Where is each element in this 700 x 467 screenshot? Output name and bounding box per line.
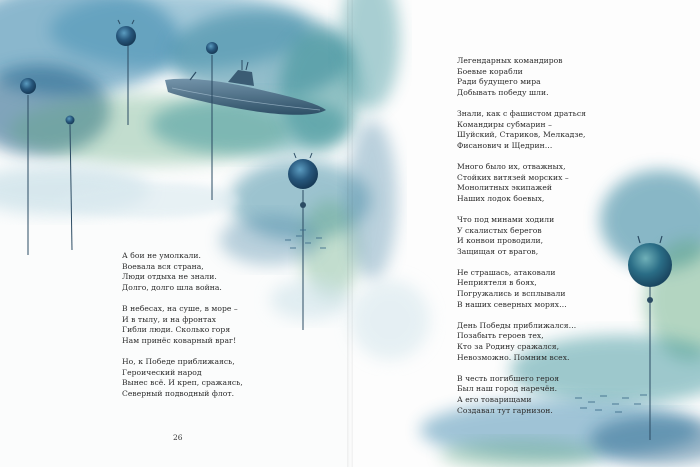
poem-line: Боевые корабли — [457, 66, 523, 76]
poem-line: Монолитных экипажей — [457, 183, 553, 193]
poem-line: Вынес всё. И креп, сражаясь, — [122, 378, 243, 388]
poem-line: В честь погибшего героя — [457, 373, 560, 383]
poem-line: Что под минами ходили — [457, 214, 555, 224]
poem-line: Но, к Победе приближаясь, — [122, 356, 235, 366]
poem-line: Гибли люди. Сколько горя — [122, 325, 231, 335]
poem-line: У скалистых берегов — [457, 225, 542, 235]
poem-line: И в тылу, и на фронтах — [122, 314, 217, 324]
left-stanza-1 — [122, 251, 243, 293]
poem-line: И конвои проводили, — [457, 236, 544, 246]
poem-line: Фисанович и Щедрин… — [457, 140, 553, 150]
left-poem — [122, 251, 243, 410]
right-stanza-3 — [457, 162, 586, 204]
right-stanza-7 — [457, 374, 586, 416]
right-stanza-2 — [457, 109, 586, 151]
poem-line: В небесах, на суше, в море – — [122, 303, 238, 313]
page-number: 26 — [173, 433, 183, 442]
poem-line: Люди отдыха не знали. — [122, 272, 217, 282]
poem-line: Был наш город наречён. — [457, 384, 558, 394]
poem-line: Стойких витязей морских – — [457, 172, 569, 182]
right-stanza-5 — [457, 268, 586, 310]
poem-line: Позабыть героев тех, — [457, 331, 544, 341]
poem-line: Ради будущего мира — [457, 77, 541, 87]
poem-line: В наших северных морях… — [457, 299, 567, 309]
poem-line: Погружались и всплывали — [457, 289, 566, 299]
poem-line: Северный подводный флот. — [122, 388, 235, 398]
right-stanza-4 — [457, 215, 586, 257]
poem-line: Героический народ — [122, 367, 202, 377]
poem-line: Наших лодок боевых, — [457, 193, 545, 203]
poem-line: Много было их, отважных, — [457, 161, 566, 171]
poem-line: Долго, долго шла война. — [122, 282, 222, 292]
poem-line: А его товарищами — [457, 395, 532, 404]
poem-line: Неприятеля в боях, — [457, 278, 537, 288]
book-gutter — [347, 0, 353, 467]
poem-line: Воевала вся страна, — [122, 261, 204, 271]
poem-line: Кто за Родину сражался, — [457, 342, 560, 352]
poem-line: Шуйский, Стариков, Мелкадзе, — [457, 130, 586, 140]
poem-line: А бои не умолкали. — [122, 251, 201, 260]
left-stanza-3 — [122, 357, 243, 399]
right-poem — [457, 56, 586, 427]
poem-line: Добывать победу шли. — [457, 87, 549, 97]
poem-line: Создавал тут гарнизон. — [457, 405, 553, 415]
right-stanza-6 — [457, 321, 586, 363]
poem-line: Командиры субмарин – — [457, 119, 552, 129]
poem-line: Не страшась, атаковали — [457, 267, 556, 277]
left-stanza-2 — [122, 304, 243, 346]
poem-line: Невозможно. Помним всех. — [457, 352, 570, 362]
poem-line: Легендарных командиров — [457, 56, 563, 65]
poem-line: Нам принёс коварный враг! — [122, 335, 237, 345]
right-stanza-1 — [457, 56, 586, 98]
poem-line: День Победы приближался… — [457, 320, 577, 330]
poem-line: Знали, как с фашистом драться — [457, 108, 586, 118]
poem-line: Защищая от врагов, — [457, 246, 539, 256]
